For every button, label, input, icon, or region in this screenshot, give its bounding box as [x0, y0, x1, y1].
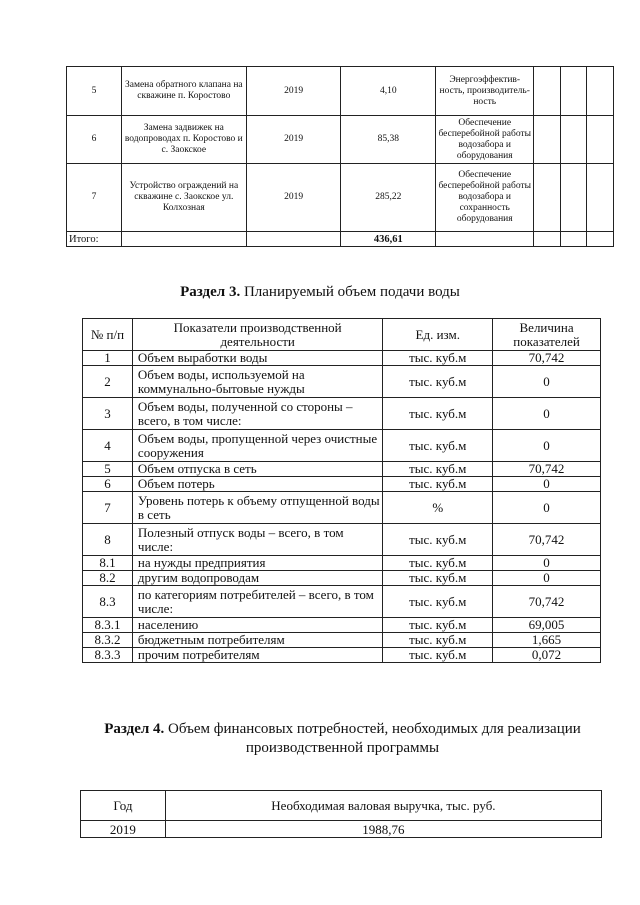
table-header-row	[81, 791, 602, 821]
unit-cell: тыс. куб.м	[383, 477, 493, 492]
unit-cell: %	[383, 492, 493, 524]
section3-title-text: Планируемый объем подачи воды	[240, 284, 460, 300]
table-row	[83, 633, 601, 648]
year-cell: 2019	[246, 116, 341, 164]
indicator-name: Объем отпуска в сеть	[132, 462, 382, 477]
value-cell: 70,742	[493, 462, 601, 477]
unit-cell: тыс. куб.м	[383, 586, 493, 618]
goal-cell: Обеспечение бесперебойной работы водозабора и оборудования	[436, 116, 534, 164]
indicator-name: Объем воды, пропущенной через очистные сооружения	[132, 430, 382, 462]
measure-name: Устройство ограждений на скважине с. Заокское ул. Колхозная	[121, 164, 246, 232]
unit-cell: тыс. куб.м	[383, 648, 493, 663]
row-number: 8.3.1	[83, 618, 133, 633]
indicator-name: Объем воды, используемой на коммунально-бытовые нужды	[132, 366, 382, 398]
table-row	[83, 586, 601, 618]
row-number: 8.3.2	[83, 633, 133, 648]
table-row	[83, 571, 601, 586]
water-supply-table	[82, 318, 601, 663]
unit-cell: тыс. куб.м	[383, 571, 493, 586]
table-row	[83, 477, 601, 492]
indicator-name: бюджетным потребителям	[132, 633, 382, 648]
indicator-name: Полезный отпуск воды – всего, в том числе:	[132, 524, 382, 556]
unit-cell: тыс. куб.м	[383, 633, 493, 648]
table-row	[83, 366, 601, 398]
table-row	[83, 648, 601, 663]
value-cell: 70,742	[493, 586, 601, 618]
row-number: 6	[83, 477, 133, 492]
value-cell: 0	[493, 571, 601, 586]
value-cell: 0	[493, 430, 601, 462]
table-row	[83, 430, 601, 462]
table-row	[83, 462, 601, 477]
revenue-cell: 1988,76	[165, 821, 601, 838]
indicator-name: по категориям потребителей – всего, в том числе:	[132, 586, 382, 618]
goal-cell: Энергоэффектив-ность, производитель-ность	[436, 67, 534, 116]
unit-cell: тыс. куб.м	[383, 524, 493, 556]
table-row	[67, 67, 614, 116]
indicator-name: Уровень потерь к объему отпущенной воды в сеть	[132, 492, 382, 524]
year-cell: 2019	[246, 67, 341, 116]
row-number: 6	[67, 116, 122, 164]
table-row	[83, 556, 601, 571]
row-number: 7	[67, 164, 122, 232]
total-row	[67, 232, 614, 247]
row-number: 8	[83, 524, 133, 556]
indicator-name: Объем воды, полученной со стороны – всего, в том числе:	[132, 398, 382, 430]
row-number: 3	[83, 398, 133, 430]
amount-cell: 285,22	[341, 164, 436, 232]
unit-cell: тыс. куб.м	[383, 366, 493, 398]
section4-title-bold: Раздел 4.	[104, 721, 165, 737]
total-label: Итого:	[67, 232, 122, 247]
header-indicator: Показатели производственной деятельности	[132, 319, 382, 351]
table-row	[83, 524, 601, 556]
header-revenue: Необходимая валовая выручка, тыс. руб.	[165, 791, 601, 821]
table-row	[83, 398, 601, 430]
value-cell: 70,742	[493, 351, 601, 366]
year-cell: 2019	[246, 164, 341, 232]
amount-cell: 85,38	[341, 116, 436, 164]
value-cell: 0,072	[493, 648, 601, 663]
value-cell: 1,665	[493, 633, 601, 648]
value-cell: 0	[493, 477, 601, 492]
indicator-name: другим водопроводам	[132, 571, 382, 586]
goal-cell: Обеспечение бесперебойной работы водозабора и сохранность оборудования	[436, 164, 534, 232]
amount-cell: 4,10	[341, 67, 436, 116]
section4-title-text: Объем финансовых потребностей, необходимых для реализации производственной программы	[164, 721, 581, 756]
unit-cell: тыс. куб.м	[383, 351, 493, 366]
value-cell: 0	[493, 398, 601, 430]
header-value: Величина показателей	[493, 319, 601, 351]
row-number: 5	[67, 67, 122, 116]
header-num: № п/п	[83, 319, 133, 351]
indicator-name: Объем потерь	[132, 477, 382, 492]
value-cell: 70,742	[493, 524, 601, 556]
row-number: 8.3.3	[83, 648, 133, 663]
unit-cell: тыс. куб.м	[383, 618, 493, 633]
row-number: 1	[83, 351, 133, 366]
table-header-row	[83, 319, 601, 351]
measure-name: Замена обратного клапана на скважине п. Коростово	[121, 67, 246, 116]
row-number: 8.3	[83, 586, 133, 618]
investment-table	[66, 66, 614, 247]
value-cell: 69,005	[493, 618, 601, 633]
header-unit: Ед. изм.	[383, 319, 493, 351]
row-number: 8.1	[83, 556, 133, 571]
section4-title	[85, 720, 600, 758]
indicator-name: Объем выработки воды	[132, 351, 382, 366]
table-row	[67, 116, 614, 164]
unit-cell: тыс. куб.м	[383, 556, 493, 571]
value-cell: 0	[493, 366, 601, 398]
section3-title	[0, 284, 640, 301]
unit-cell: тыс. куб.м	[383, 430, 493, 462]
unit-cell: тыс. куб.м	[383, 462, 493, 477]
year-cell: 2019	[81, 821, 166, 838]
indicator-name: населению	[132, 618, 382, 633]
row-number: 4	[83, 430, 133, 462]
indicator-name: на нужды предприятия	[132, 556, 382, 571]
unit-cell: тыс. куб.м	[383, 398, 493, 430]
finance-table	[80, 790, 602, 838]
value-cell: 0	[493, 556, 601, 571]
row-number: 5	[83, 462, 133, 477]
row-number: 7	[83, 492, 133, 524]
table-row	[83, 492, 601, 524]
row-number: 2	[83, 366, 133, 398]
section3-title-bold: Раздел 3.	[180, 284, 241, 300]
table-row	[67, 164, 614, 232]
table-row	[83, 618, 601, 633]
indicator-name: прочим потребителям	[132, 648, 382, 663]
total-value: 436,61	[341, 232, 436, 247]
header-year: Год	[81, 791, 166, 821]
table-row	[81, 821, 602, 838]
row-number: 8.2	[83, 571, 133, 586]
table-row	[83, 351, 601, 366]
measure-name: Замена задвижек на водопроводах п. Коростово и с. Заокское	[121, 116, 246, 164]
value-cell: 0	[493, 492, 601, 524]
